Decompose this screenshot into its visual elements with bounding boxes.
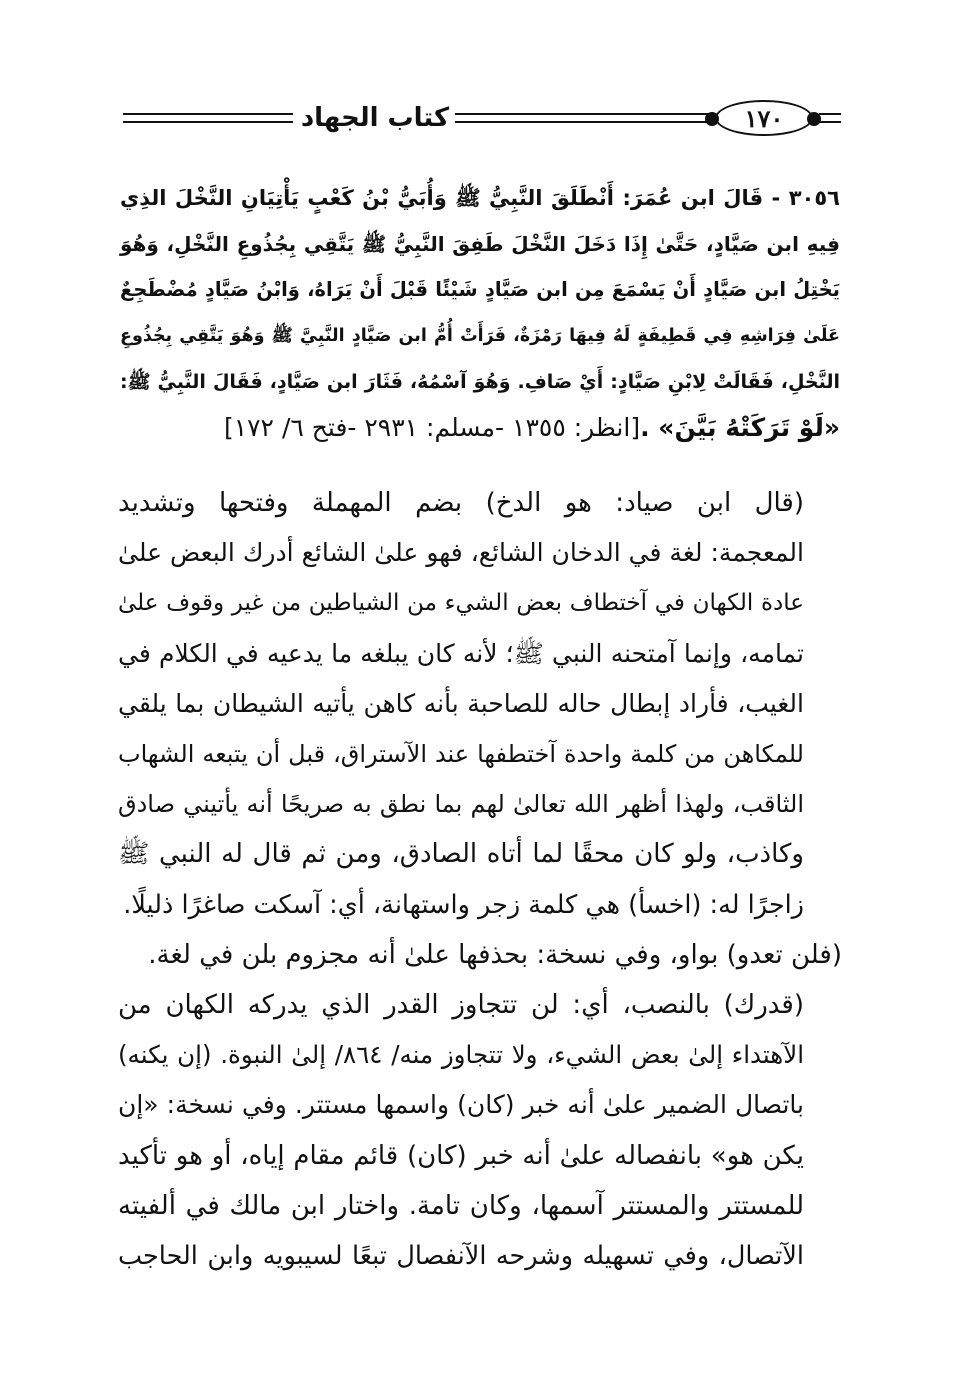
hadith-line: النَّخْلِ، فَقَالَتْ لِابْنِ صَيَّادٍ: أَيْ صَافِ. وَهُوَ آسْمُهُ، فَثَارَ ابن صَيَّادٍ، فَقَالَ النَّبِيُّ ﷺ:	[120, 371, 840, 393]
commentary-paragraph	[118, 930, 842, 980]
commentary-line: الثاقب، ولهذا أظهر الله تعالىٰ لهم بما نطق به صريحًا أنه يأتيني صادق	[118, 790, 804, 819]
commentary-line: للمكاهن من كلمة واحدة آختطفها عند الآستراق، قبل أن يتبعه الشهاب	[118, 740, 804, 769]
commentary-line: للمستتر والمستتر آسمها، وكان تامة. واختار ابن مالك في ألفيته	[118, 1190, 804, 1221]
page-header	[115, 95, 840, 145]
header-rule-right-bottom	[819, 121, 841, 123]
page-number: ١٧٠	[744, 103, 784, 133]
commentary-line: (قال ابن صياد: هو الدخ) بضم المهملة وفتحها وتشديد	[118, 488, 804, 518]
header-rule-right-top	[819, 113, 841, 115]
commentary-line: باتصال الضمير علىٰ أنه خبر (كان) واسمها مستتر. وفي نسخة: «إن	[118, 1090, 804, 1120]
hadith-line: فِيهِ ابن صَيَّادٍ، حَتَّىٰ إِذَا دَخَلَ النَّخْلَ طَفِقَ النَّبِيُّ ﷺ يَتَّقِي بِجُذُوعِ النَّخْلِ، وَهُوَ	[120, 232, 840, 256]
commentary-line: زاجرًا له: (اخسأ) هي كلمة زجر واستهانة، أي: آسكت صاغرًا ذليلًا.	[123, 889, 804, 920]
header-rule-left-bottom	[123, 121, 293, 123]
commentary-paragraph	[118, 980, 842, 1281]
hadith-closing-quote: «لَوْ تَرَكَتْهُ بَيَّنَ» .	[640, 413, 840, 442]
hadith-line: يَخْتِلُ ابن صَيَّادٍ أَنْ يَسْمَعَ مِن ابن صَيَّادٍ شَيْئًا قَبْلَ أَنْ يَرَاهُ، وَابْنُ صَيَّادٍ مُضْطَجِعٌ	[120, 278, 840, 301]
commentary-line: (فلن تعدو) بواو، وفي نسخة: بحذفها علىٰ أنه مجزوم بلن في لغة.	[148, 939, 842, 970]
commentary-text	[118, 478, 842, 1281]
header-rule-mid-top	[455, 113, 710, 115]
header-rule-left-top	[123, 113, 293, 115]
page-number-oval	[715, 100, 813, 136]
commentary-line: الغيب، فأراد إبطال حاله للصاحبة بأنه كاهن يأتيه الشيطان بما يلقي	[118, 688, 804, 718]
commentary-line: وكاذب، ولو كان محقًا لما أتاه الصادق، ومن ثم قال له النبي ﷺ	[118, 839, 804, 870]
commentary-paragraph	[118, 478, 842, 930]
commentary-line: المعجمة: لغة في الدخان الشائع، فهو علىٰ الشائع أدرك البعض علىٰ	[118, 538, 804, 568]
commentary-line: الآهتداء إلىٰ بعض الشيء، ولا تتجاوز منه/ ٨٦٤/ إلىٰ النبوة. (إن يكنه)	[118, 1040, 805, 1070]
commentary-line: (قدرك) بالنصب، أي: لن تتجاوز القدر الذي يدركه الكهان من	[118, 990, 804, 1021]
commentary-line: عادة الكهان في آختطاف بعض الشيء من الشياطين من غير وقوف علىٰ	[118, 590, 804, 617]
commentary-line: تمامه، وإنما آمتحنه النبي ﷺ؛ لأنه كان يبلغه ما يدعيه في الكلام في	[118, 638, 804, 668]
commentary-line: الآتصال، وفي تسهيله وشرحه الآنفصال تبعًا لسيبويه وابن الحاجب	[118, 1241, 804, 1272]
hadith-line: ٣٠٥٦ - قَالَ ابن عُمَرَ: أَنْطَلَقَ النَّبِيُّ ﷺ وَأُبَيُّ بْنُ كَعْبٍ يَأْتِيَانِ النَّخْلَ الذِي	[120, 186, 840, 210]
hadith-last-line	[120, 405, 840, 451]
book-title: كتاب الجهاد	[300, 103, 450, 133]
header-rule-mid-bottom	[455, 121, 710, 123]
commentary-line: يكن هو» بانفصاله علىٰ أنه خبر (كان) قائم مقام إياه، أو هو تأكيد	[118, 1140, 804, 1171]
hadith-text	[120, 175, 840, 451]
hadith-line: عَلَىٰ فِرَاشِهِ فِي قَطِيفَةٍ لَهُ فِيهَا رَمْزَةٌ، فَرَأَتْ أُمُّ ابن صَيَّادٍ النَّبِيَّ ﷺ وَهُوَ يَتَّقِي بِجُذُوعِ	[120, 326, 840, 346]
hadith-reference: [انظر: ١٣٥٥ -مسلم: ٢٩٣١ -فتح ٦/ ١٧٢]	[223, 413, 641, 442]
